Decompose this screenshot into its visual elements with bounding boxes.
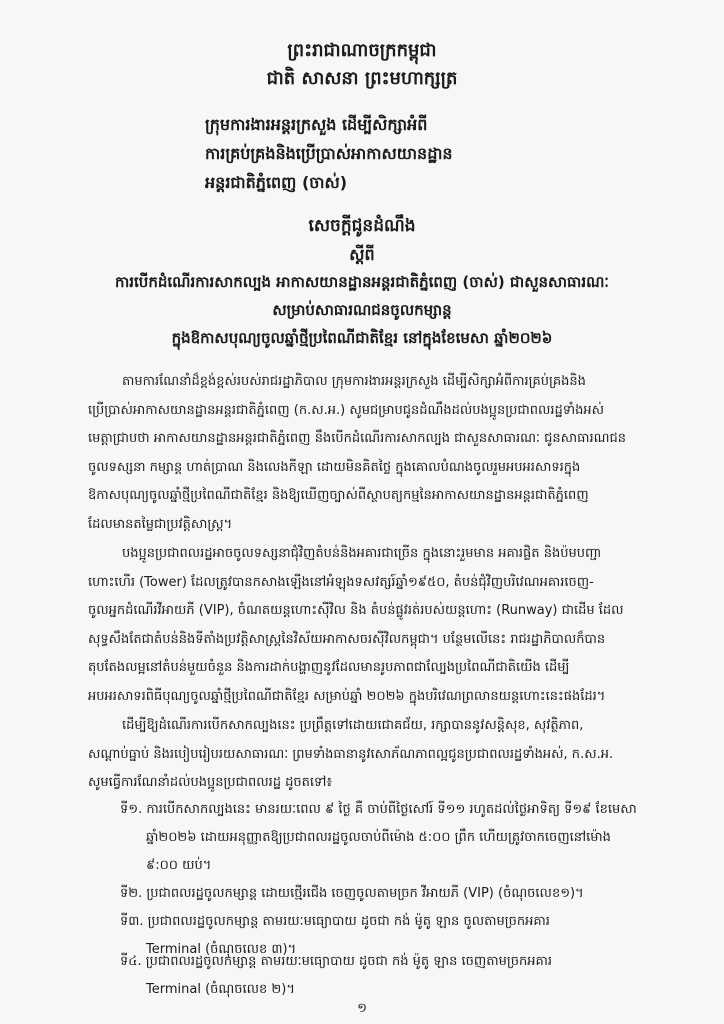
item-number: ទី១. [120,802,143,817]
body-paragraph-1 [88,368,648,540]
paragraph-line: មេត្តាជ្រាបថា អាកាសយានដ្ឋានអន្តរជាតិភ្នំពេញ នឹងបើកដំណើរការសាកល្បង ជាសួនសាធារណៈ ជូនសាធារណជន [88,431,626,447]
title-subject-line-2: សម្រាប់សាធារណជនចូលកម្សាន្ត [272,301,452,319]
item-number: ទី២. [120,886,143,901]
instruction-line [120,948,660,976]
paragraph-line: បងប្អូនប្រជាពលរដ្ឋអាចចូលទស្សនាជុំវិញតំបន់និងអគារជាច្រើន ក្នុងនោះរួមមាន អគារផ្លិត និងប៉មបញ្ជា [122,546,602,561]
paragraph-line: ហោះហើរ (Tower) ដែលត្រូវបានកសាងឡើងនៅអំឡុងទសវត្សរ៍ឆ្នាំ១៩៥០, តំបន់ជុំវិញបរិវេណអគារចេញ- [88,574,594,590]
title-subject-label: ស្តីពី [349,245,375,264]
paragraph-line: ដែលមានតម្លៃជាប្រវត្តិសាស្ត្រ។ [88,516,233,532]
instruction-line [120,880,660,908]
body-paragraph-3 [88,712,648,798]
issuer-line-3: អន្តរជាតិភ្នំពេញ (ចាស់) [205,173,348,192]
title-subject-line-3: ក្នុងឱកាសបុណ្យចូលឆ្នាំថ្មីប្រពៃណីជាតិខ្មែរ នៅក្នុងខែមេសា ឆ្នាំ២០២៦ [171,329,553,347]
paragraph-line: សូមធ្វើការណែនាំដល់បងប្អូនប្រជាពលរដ្ឋ ដូចតទៅ៖ [88,775,333,791]
issuer-line-2: ការគ្រប់គ្រងនិងប្រើប្រាស់អាកាសយានដ្ឋាន [205,144,453,163]
instruction-item-1 [120,796,660,880]
item-text: ប្រជាពលរដ្ឋចូលកម្សាន្ត តាមរយៈមធ្យោបាយ ដូចជា កង់ ម៉ូតូ ឡាន ចូលតាមច្រកអគារ [147,914,550,929]
document-title: សេចក្តីជូនដំណឹង [308,216,416,236]
paragraph-line: អបអរសាទរពិធីបុណ្យចូលឆ្នាំថ្មីប្រពៃណីជាតិខ្មែរ សម្រាប់ឆ្នាំ ២០២៦ ក្នុងបរិវេណព្រលានយន្តហោះនេះផងដែរ។ [88,688,606,704]
item-number: ទី៤. [120,954,142,969]
paragraph-line: ដើម្បីឱ្យដំណើរការបើកសាកល្បងនេះ ប្រព្រឹត្តទៅដោយជោគជ័យ, រក្សាបាននូវសន្តិសុខ, សុវត្ថិភាព, [122,718,584,733]
page-number: ១ [357,1001,367,1016]
title-subject-line-1: ការបើកដំណើរការសាកល្បង អាកាសយានដ្ឋានអន្តរជាតិភ្នំពេញ (ចាស់) ជាសួនសាធារណៈ [115,273,609,291]
paragraph-line: ប្រើប្រាស់អាកាសយានដ្ឋានអន្តរជាតិភ្នំពេញ (ក.ស.អ.) សូមជម្រាបជូនដំណឹងដល់បងប្អូនប្រជាពលរដ្ឋទាំងអស់ [88,402,605,418]
item-text: ប្រជាពលរដ្ឋចូលកម្សាន្ត ដោយថ្មើរជើង ចេញចូលតាមច្រក វីអាយភី (VIP) (ចំណុចលេខ១)។ [146,886,584,901]
paragraph-line: ចូលទស្សនា កម្សាន្ត ហាត់ប្រាណ និងលេងកីឡា ដោយមិនគិតថ្លៃ ក្នុងគោលបំណងចូលរួមអបអរសាទរក្នុង [88,459,581,475]
instruction-item-4 [120,948,660,1004]
instruction-line: ឆ្នាំ២០២៦ ដោយអនុញ្ញាតឱ្យប្រជាពលរដ្ឋចូលចាប់ពីម៉ោង ៥:០០ ព្រឹក ហើយត្រូវចាកចេញនៅម៉ោង [146,830,611,845]
instruction-line [120,796,660,824]
instruction-line [120,908,660,936]
paragraph-line: ចូលអ្នកដំណើរវីអាយភី (VIP), ចំណតយន្តហោះស៊ីវិល និង តំបន់ផ្លូវរត់របស់យន្តហោះ (Runway) ជាដើម ដែល [88,603,624,619]
item-text: ប្រជាពលរដ្ឋចូលកម្សាន្ត តាមរយៈមធ្យោបាយ ដូចជា កង់ ម៉ូតូ ឡាន ចេញតាមច្រកអគារ [145,954,553,969]
paragraph-line: តុបតែងលម្អនៅតំបន់មួយចំនួន និងការដាក់បង្ហាញនូវដែលមានរូបភាពជាល្បែងប្រពៃណីជាតិយើង ដើម្បី [88,660,570,676]
instruction-line: Terminal (ចំណុចលេខ ៣)។ [146,942,297,957]
paragraph-line: តាមការណែនាំដ៏ខ្ពង់ខ្ពស់របស់រាជរដ្ឋាភិបាល ក្រុមការងារអន្តរក្រសួង ដើម្បីសិក្សាអំពីការគ្រប់គ្រងនិង [122,374,586,389]
instruction-line: Terminal (ចំណុចលេខ ២)។ [146,982,295,997]
kingdom-heading: ព្រះរាជាណាចក្រកម្ពុជា [287,40,437,61]
instruction-item-2 [120,880,660,908]
national-motto: ជាតិ សាសនា ព្រះមហាក្សត្រ [266,68,458,89]
item-number: ទី៣. [120,914,144,929]
paragraph-line: សណ្តាប់ធ្នាប់ និងរបៀបរៀបរយសាធារណៈ ព្រមទាំងធានានូវសោភ័ណភាពល្អជូនប្រជាពលរដ្ឋទាំងអស់, ក.ស.អ. [88,746,614,762]
item-text: ការបើកសាកល្បងនេះ មានរយៈពេល ៩ ថ្ងៃ គឺ ចាប់ពីថ្ងៃសៅរ៍ ទី១១ រហូតដល់ថ្ងៃអាទិត្យ ទី១៩ ខែមេសា [146,802,637,817]
body-paragraph-2 [88,540,648,712]
issuer-line-1: ក្រុមការងារអន្តរក្រសួង ដើម្បីសិក្សាអំពី [205,115,428,134]
paragraph-line: ឱកាសបុណ្យចូលឆ្នាំថ្មីប្រពៃណីជាតិខ្មែរ និងឱ្យឃើញច្បាស់ពីស្ថាបត្យកម្មនៃអាកាសយានដ្ឋានអន្តរជាតិភ្នំពេញ [88,488,589,504]
instruction-line: ៩:០០ យប់។ [146,858,212,873]
paragraph-line: សុទ្ធសឹងតែជាតំបន់និងទីតាំងប្រវត្តិសាស្ត្រនៃវិស័យអាកាសចរស៊ីវិលកម្ពុជា។ បន្ថែមលើនេះ រាជរដ្ឋាភិបាលក៏បាន [88,631,606,647]
